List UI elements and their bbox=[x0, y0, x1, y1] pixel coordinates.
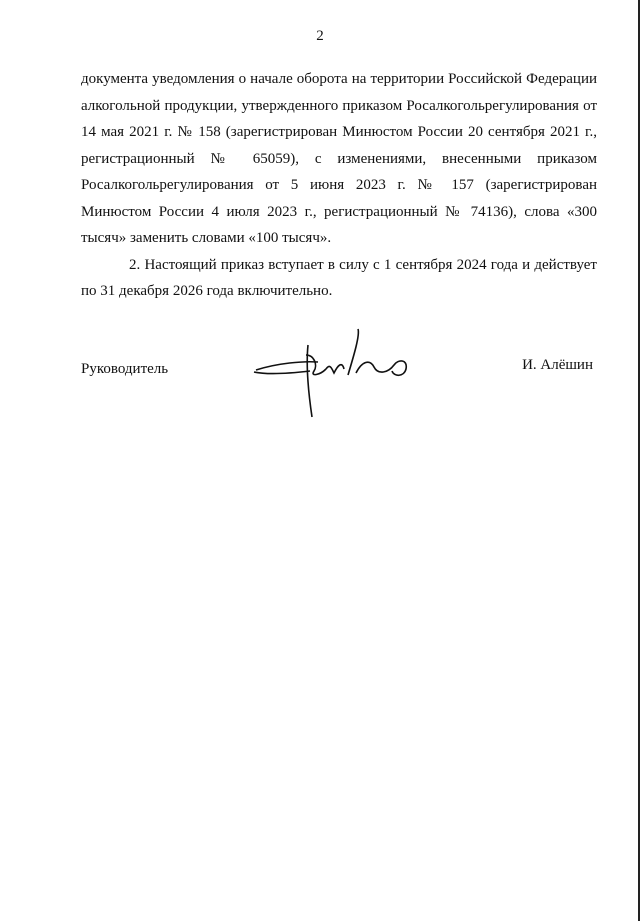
signer-name: И. Алёшин bbox=[522, 357, 593, 373]
paragraph-effective-date: 2. Настоящий приказ вступает в силу с 1 сентября 2024 года и действует по 31 декабря 2026 года включительно. bbox=[81, 256, 597, 299]
signer-position: Руководитель bbox=[81, 361, 169, 377]
document-body bbox=[81, 66, 597, 305]
signature-block bbox=[0, 355, 640, 435]
paragraph-continuation: документа уведомления о начале оборота на территории Российской Федерации алкогольной продукции, утвержденного приказом Росалкогольрегулирования от 14 мая 2021 г. № 158 (зарегистрирован Минюстом России 20 сентября 2021 г., регистрационный № 65059), с изменениями, внесенными приказом Росалкогольрегулирования от 5 июня 2023 г. № 157 (зарегистрирован Минюстом России 4 июля 2023 г., регистрационный № 74136), слова «300 тысяч» заменить словами «100 тысяч». bbox=[81, 71, 597, 246]
handwritten-signature bbox=[248, 325, 418, 420]
page-number: 2 bbox=[316, 28, 324, 44]
